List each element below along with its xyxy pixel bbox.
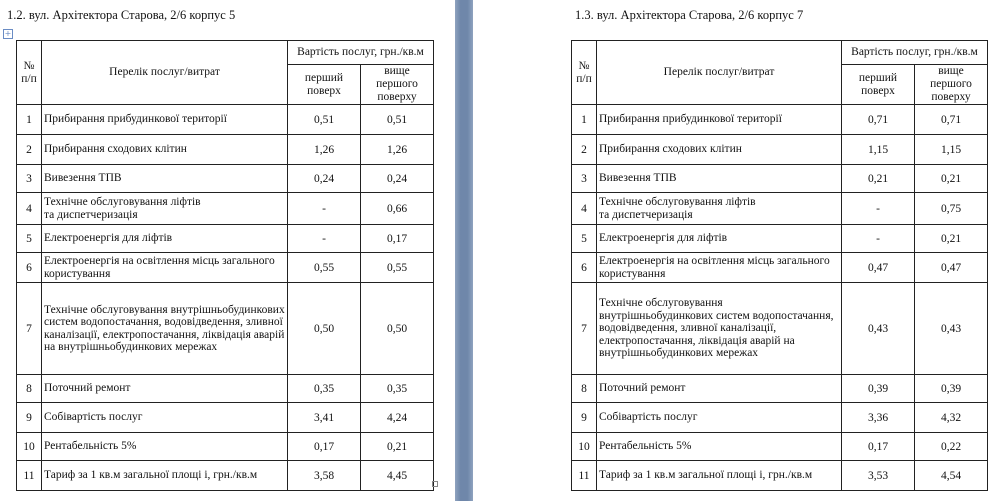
cost-above-first-floor: 0,35 [361, 375, 434, 403]
service-name: Собівартість послуг [597, 403, 842, 433]
header-number: № п/п [17, 41, 42, 105]
header-first-floor: перший поверх [288, 65, 361, 105]
cost-first-floor: 0,39 [842, 375, 915, 403]
row-number: 4 [17, 193, 42, 225]
row-number: 8 [572, 375, 597, 403]
table-row [17, 135, 434, 165]
page-gutter [455, 0, 473, 501]
header-cost: Вартість послуг, грн./кв.м [288, 41, 434, 65]
cost-above-first-floor: 0,39 [915, 375, 988, 403]
row-number: 10 [572, 433, 597, 461]
cost-above-first-floor: 0,17 [361, 225, 434, 253]
cost-above-first-floor: 0,24 [361, 165, 434, 193]
row-number: 5 [572, 225, 597, 253]
service-name: Технічне обслуговування ліфтів та диспетчеризація [597, 193, 842, 225]
cost-above-first-floor: 0,21 [915, 225, 988, 253]
service-name: Вивезення ТПВ [597, 165, 842, 193]
row-number: 4 [572, 193, 597, 225]
row-number: 5 [17, 225, 42, 253]
table-body [17, 105, 434, 491]
table-row [17, 253, 434, 283]
row-number: 3 [572, 165, 597, 193]
header-cost: Вартість послуг, грн./кв.м [842, 41, 988, 65]
cost-first-floor: - [842, 193, 915, 225]
service-name: Поточний ремонт [597, 375, 842, 403]
row-number: 10 [17, 433, 42, 461]
table-row [17, 283, 434, 375]
service-name: Технічне обслуговування внутрішньобудинкових систем водопостачання, водовідведення, зливної каналізації, електропостачання, ліквідація аварій на внутрішньобудинкових мережах [42, 283, 288, 375]
cost-first-floor: 0,43 [842, 283, 915, 375]
row-number: 2 [17, 135, 42, 165]
cost-first-floor: 0,24 [288, 165, 361, 193]
cost-first-floor: 0,35 [288, 375, 361, 403]
service-name: Поточний ремонт [42, 375, 288, 403]
row-number: 7 [17, 283, 42, 375]
cost-first-floor: - [288, 193, 361, 225]
cost-above-first-floor: 0,21 [361, 433, 434, 461]
cost-first-floor: 0,47 [842, 253, 915, 283]
cost-first-floor: 1,15 [842, 135, 915, 165]
header-first-floor: перший поверх [842, 65, 915, 105]
cost-first-floor: - [288, 225, 361, 253]
service-name: Технічне обслуговування внутрішньобудинкових систем водопостачання, водовідведення, зливної каналізації, електропостачання, ліквідація аварій на внутрішньобудинкових мережах [597, 283, 842, 375]
header-above-first-floor: вище першого поверху [915, 65, 988, 105]
service-name: Рентабельність 5% [597, 433, 842, 461]
table-row [17, 375, 434, 403]
service-name: Прибирання прибудинкової території [597, 105, 842, 135]
table-row [572, 165, 988, 193]
table-row [572, 283, 988, 375]
service-name: Прибирання прибудинкової території [42, 105, 288, 135]
service-name: Технічне обслуговування ліфтів та диспетчеризація [42, 193, 288, 225]
cost-above-first-floor: 1,26 [361, 135, 434, 165]
cost-first-floor: 0,71 [842, 105, 915, 135]
row-number: 1 [17, 105, 42, 135]
left-page [0, 0, 455, 501]
row-number: 3 [17, 165, 42, 193]
table-move-handle-icon[interactable]: + [4, 29, 12, 38]
header-service-name: Перелік послуг/витрат [597, 41, 842, 105]
cost-first-floor: - [842, 225, 915, 253]
cost-above-first-floor: 4,45 [361, 461, 434, 491]
service-name: Рентабельність 5% [42, 433, 288, 461]
table-row [572, 135, 988, 165]
cost-first-floor: 3,36 [842, 403, 915, 433]
table-row [572, 193, 988, 225]
table-row [572, 105, 988, 135]
service-name: Прибирання сходових клітин [597, 135, 842, 165]
table-row [17, 165, 434, 193]
cost-above-first-floor: 1,15 [915, 135, 988, 165]
cost-above-first-floor: 4,32 [915, 403, 988, 433]
cost-above-first-floor: 0,55 [361, 253, 434, 283]
cost-above-first-floor: 4,54 [915, 461, 988, 491]
table-row [17, 461, 434, 491]
table-row [572, 403, 988, 433]
table-row [17, 433, 434, 461]
row-number: 9 [17, 403, 42, 433]
cost-above-first-floor: 0,50 [361, 283, 434, 375]
service-name: Тариф за 1 кв.м загальної площі і, грн./кв.м [597, 461, 842, 491]
header-number: № п/п [572, 41, 597, 105]
page-title: 1.3. вул. Архітектора Старова, 2/6 корпус 7 [575, 8, 804, 22]
cost-above-first-floor: 0,22 [915, 433, 988, 461]
cost-above-first-floor: 4,24 [361, 403, 434, 433]
table-row [17, 225, 434, 253]
table-row [17, 403, 434, 433]
row-number: 2 [572, 135, 597, 165]
service-name: Електроенергія для ліфтів [42, 225, 288, 253]
table-row [17, 105, 434, 135]
row-number: 1 [572, 105, 597, 135]
cost-above-first-floor: 0,47 [915, 253, 988, 283]
table-row [572, 461, 988, 491]
cost-above-first-floor: 0,75 [915, 193, 988, 225]
cost-first-floor: 3,41 [288, 403, 361, 433]
table-row [572, 253, 988, 283]
service-name: Електроенергія для ліфтів [597, 225, 842, 253]
cost-first-floor: 0,51 [288, 105, 361, 135]
page-title: 1.2. вул. Архітектора Старова, 2/6 корпус 5 [7, 8, 236, 22]
table-row [572, 225, 988, 253]
cost-first-floor: 0,50 [288, 283, 361, 375]
row-number: 6 [17, 253, 42, 283]
tariff-table [16, 40, 434, 491]
row-number: 9 [572, 403, 597, 433]
service-name: Собівартість послуг [42, 403, 288, 433]
cost-above-first-floor: 0,21 [915, 165, 988, 193]
table-body [572, 105, 988, 491]
cost-first-floor: 0,21 [842, 165, 915, 193]
table-row [17, 193, 434, 225]
end-of-cell-mark [432, 481, 438, 487]
cost-first-floor: 0,17 [842, 433, 915, 461]
service-name: Прибирання сходових клітин [42, 135, 288, 165]
cost-first-floor: 3,58 [288, 461, 361, 491]
cost-first-floor: 0,55 [288, 253, 361, 283]
row-number: 11 [572, 461, 597, 491]
cost-first-floor: 1,26 [288, 135, 361, 165]
header-service-name: Перелік послуг/витрат [42, 41, 288, 105]
header-above-first-floor: вище першого поверху [361, 65, 434, 105]
service-name: Тариф за 1 кв.м загальної площі і, грн./кв.м [42, 461, 288, 491]
cost-above-first-floor: 0,43 [915, 283, 988, 375]
service-name: Вивезення ТПВ [42, 165, 288, 193]
cost-above-first-floor: 0,51 [361, 105, 434, 135]
table-row [572, 375, 988, 403]
row-number: 7 [572, 283, 597, 375]
service-name: Електроенергія на освітлення місць загального користування [42, 253, 288, 283]
tariff-table [571, 40, 988, 491]
right-page [473, 0, 1000, 501]
cost-above-first-floor: 0,71 [915, 105, 988, 135]
cost-first-floor: 3,53 [842, 461, 915, 491]
cost-first-floor: 0,17 [288, 433, 361, 461]
row-number: 8 [17, 375, 42, 403]
cost-above-first-floor: 0,66 [361, 193, 434, 225]
row-number: 6 [572, 253, 597, 283]
row-number: 11 [17, 461, 42, 491]
service-name: Електроенергія на освітлення місць загального користування [597, 253, 842, 283]
table-row [572, 433, 988, 461]
